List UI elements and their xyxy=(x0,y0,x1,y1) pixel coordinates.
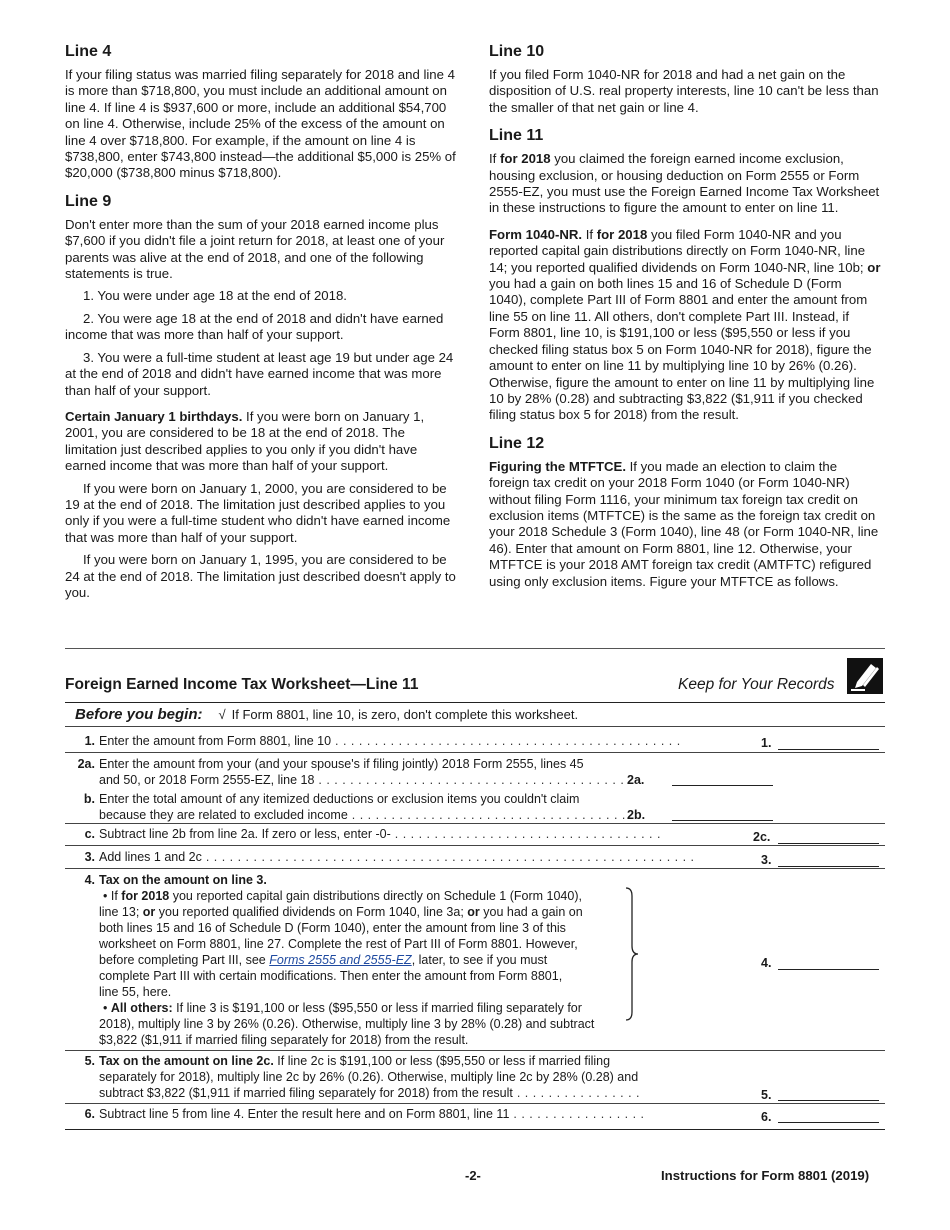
before-you-begin-text: If Form 8801, line 10, is zero, don't complete this worksheet. xyxy=(231,707,579,722)
line9-item-1: 1. You were under age 18 at the end of 2018. xyxy=(83,288,347,304)
left-column xyxy=(65,42,460,607)
keep-for-records: Keep for Your Records xyxy=(678,676,835,693)
line-5-entry[interactable] xyxy=(778,1100,879,1101)
line-3-entry[interactable] xyxy=(778,866,879,867)
before-you-begin-label: Before you begin: xyxy=(75,706,203,723)
worksheet-line-4: 4. Tax on the amount on line 3. • If for 2018 you reported capital gain distributions directly on Schedule 1 (Form 1040), line 13; or you reported qualified dividends on Form 1040, line 3a; or you had a gain on both lines 15 and 16 of Schedule D (Form 1040), enter the amount from line 3 of this worksheet on Form 8801, line 27. Complete the rest of Part III of Form 8801. However, before completing Part III, see Forms 2555 and 2555-EZ, later, to see if you must complete Part III with certain modifications. Then enter the amount from Form 8801, line 55, here. • All others: If line 3 is $191,100 or less ($95,550 or less if married filing separately for 2018), multiply line 3 by 26% (0.26). Otherwise, multiply line 3 by 28% (0.28) and subtract $3,822 ($1,911 if married filing separately for 2018) from the result. xyxy=(84,873,595,1047)
form-1040nr-paragraph: Form 1040-NR. If for 2018 you filed Form 1040-NR and you reported capital gain distributions directly on Form 1040-NR, line 14; you reported qualified dividends on Form 1040-NR, line 10b; or you had a gain on both lines 15 and 16 of Schedule D (Form 1040), complete Part III of Form 8801 and enter the amount from line 55 on line 11. All others, don't complete Part III. Instead, if Form 8801, line 10, is $191,100 or less ($95,550 or less if you checked filing status box 5 on Form 1040-NR for 2018), figure the amount to enter on line 11 by multiplying line 10 by 26% (0.26). Otherwise, figure the amount to enter on line 11 by multiplying line 10 by 28% (0.28) and subtracting $3,822 ($1,911 if you checked filing status box 5 for 2018) from the result. xyxy=(489,226,881,423)
worksheet-line-2c: c. Subtract line 2b from line 2a. If zero or less, enter -0- . . . . . . . . . . . . . . . . . . . . . . . . . . . . . . . . . . xyxy=(84,827,661,841)
records-pen-icon xyxy=(847,658,883,694)
rule xyxy=(65,1050,885,1051)
forms-2555-link[interactable]: Forms 2555 and 2555-EZ xyxy=(269,953,412,967)
line-6-label: 6. xyxy=(761,1110,772,1124)
birthdays-paragraph-2: If you were born on January 1, 2000, you are considered to be 19 at the end of 2018. The limitation just described applies to you only if you were a full-time student who didn't have earned income that was more than half of your support. xyxy=(65,480,451,545)
mtftce-paragraph: Figuring the MTFTCE. If you made an election to claim the foreign tax credit on your 2018 Form 1040 (or Form 1040-NR) without filing Form 1116, your minimum tax foreign tax credit on exclusion items (MTFTCE) is the same as the foreign tax credit on your 2018 Schedule 3 (Form 1040), line 48 (or Form 1040-NR, line 46). Enter that amount on Form 8801, line 12. Otherwise, your MTFTCE is your 2018 AMT foreign tax credit (AMTFTC) refigured using only exclusion items. Figure your MTFTCE as follows. xyxy=(489,458,879,589)
page-number: -2- xyxy=(465,1168,481,1183)
line12-heading: Line 12 xyxy=(489,434,545,452)
line-6-entry[interactable] xyxy=(778,1122,879,1123)
worksheet-line-6: 6. Subtract line 5 from line 4. Enter the result here and on Form 8801, line 11 . . . . . . . . . . . . . . . . . xyxy=(84,1107,645,1121)
line-2b-label: 2b. xyxy=(627,808,646,822)
right-brace xyxy=(620,886,640,1022)
line11-heading: Line 11 xyxy=(489,127,544,145)
line-4-label: 4. xyxy=(761,956,772,970)
line4-heading: Line 4 xyxy=(65,43,112,60)
line10-text: If you filed Form 1040-NR for 2018 and had a net gain on the disposition of U.S. real property interests, line 10 can't be less than the smaller of that net gain or line 4. xyxy=(489,67,879,115)
line-3-label: 3. xyxy=(761,853,772,867)
line11-text: If for 2018 you claimed the foreign earned income exclusion, housing exclusion, or housing deduction on Form 2555 or Form 2555-EZ, you must use the Foreign Earned Income Tax Worksheet in these instructions to figure the amount to enter on line 11. xyxy=(489,151,880,216)
worksheet-line-2a: 2a. Enter the amount from your (and your spouse's if filing jointly) 2018 Form 2555, lines 45 xyxy=(77,757,584,771)
right-column xyxy=(489,42,881,596)
line9-heading: Line 9 xyxy=(65,192,112,210)
section-divider xyxy=(65,648,885,649)
line-1-label: 1. xyxy=(761,736,772,750)
line9-text: Don't enter more than the sum of your 2018 earned income plus $7,600 if you didn't file a joint return for 2018, at least one of your parents was alive at the end of 2018, and one of the following statements is true. xyxy=(65,216,445,282)
rule xyxy=(65,1103,885,1104)
line-5-label: 5. xyxy=(761,1088,772,1102)
birthdays-lead: Certain January 1 birthdays. xyxy=(65,408,243,424)
line-1-entry[interactable] xyxy=(778,749,879,750)
birthdays-paragraph-3: If you were born on January 1, 1995, you are considered to be 24 at the end of 2018. The limitation just described doesn't apply to you. xyxy=(65,552,456,600)
line4-text: If your filing status was married filing separately for 2018 and line 4 is more than $718,800, you must include an additional amount on line 4. If line 4 is $937,600 or more, include an additional $54,700 on line 4. Otherwise, include 25% of the excess of the amount on line 4 over $718,800. For example, if the amount on line 4 is $738,800, enter $743,800 instead—the additional $5,000 is 25% of $20,000 ($738,800 minus $718,800). xyxy=(65,67,456,181)
line9-item-2: 2. You were age 18 at the end of 2018 and didn't have earned income that was more than half of your support. xyxy=(65,310,444,343)
worksheet-line-1: 1. Enter the amount from Form 8801, line 10 . . . . . . . . . . . . . . . . . . . . . . . . . . . . . . . . . . . . . . . . . . . . xyxy=(84,734,681,748)
rule xyxy=(65,868,885,869)
line-4-entry[interactable] xyxy=(778,969,879,970)
line10-heading: Line 10 xyxy=(489,43,545,60)
line9-item-3: 3. You were a full-time student at least age 19 but under age 24 at the end of 2018 and didn't have earned income that was more than half of your support. xyxy=(65,349,454,398)
line-2a-label: 2a. xyxy=(627,773,645,787)
line-2b-entry[interactable] xyxy=(672,820,773,821)
rule xyxy=(65,752,885,753)
rule xyxy=(65,823,885,824)
worksheet-bottom-rule xyxy=(65,1129,885,1130)
worksheet-top-rule xyxy=(65,702,885,703)
worksheet-line-2b-cont: because they are related to excluded income . . . . . . . . . . . . . . . . . . . . . . . . . . . . . . . . . . . xyxy=(99,808,626,822)
worksheet-line-3: 3. Add lines 1 and 2c . . . . . . . . . . . . . . . . . . . . . . . . . . . . . . . . . . . . . . . . . . . . . . . . . . . . . . . . . . . . . . xyxy=(84,850,695,864)
check-icon: √ xyxy=(218,707,226,722)
line-2c-label: 2c. xyxy=(753,830,771,844)
line-2a-entry[interactable] xyxy=(672,785,773,786)
worksheet-title: Foreign Earned Income Tax Worksheet—Line 11 xyxy=(65,676,419,693)
rule xyxy=(65,845,885,846)
line-2c-entry[interactable] xyxy=(778,843,879,844)
rule xyxy=(65,726,885,727)
worksheet-line-5: 5. Tax on the amount on line 2c. If line 2c is $191,100 or less ($95,550 or less if married filing separately for 2018), multiply line 2c by 26% (0.26). Otherwise, multiply line 2c by 28% (0.28) and subtract $3,822 ($1,911 if married filing separately for 2018) from the result . . . . . . . . . . . . . . . . xyxy=(84,1054,641,1100)
worksheet-line-2a-cont: and 50, or 2018 Form 2555-EZ, line 18 . . . . . . . . . . . . . . . . . . . . . . . . . . . . . . . . . . . . . . . xyxy=(99,773,625,787)
footer-title: Instructions for Form 8801 (2019) xyxy=(661,1168,870,1183)
worksheet-line-2b: b. Enter the total amount of any itemized deductions or exclusion items you couldn't claim xyxy=(83,792,580,806)
birthdays-paragraph: Certain January 1 birthdays. If you were born on January 1, 2001, you are considered to be 18 at the end of 2018. The limitation just described applies to you only if you didn't have earned income that was more than half of your support. xyxy=(65,408,425,474)
before-you-begin xyxy=(75,706,578,723)
